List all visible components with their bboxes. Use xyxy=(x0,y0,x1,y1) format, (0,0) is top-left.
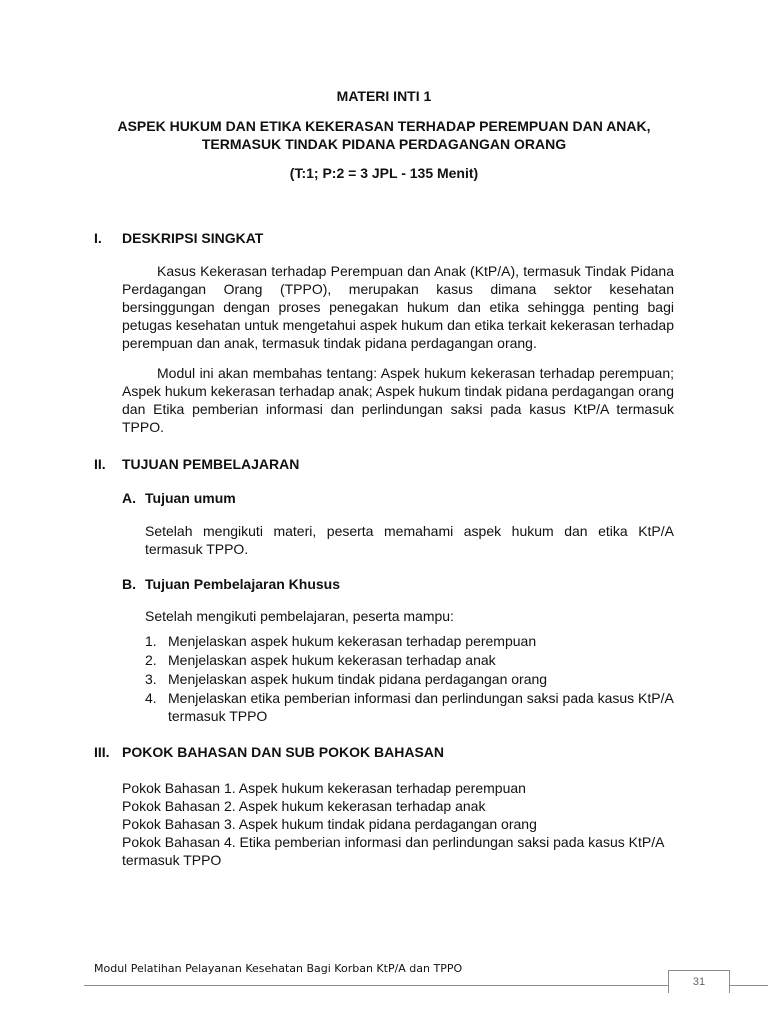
description-paragraph-1: Kasus Kekerasan terhadap Perempuan dan Anak (KtP/A), termasuk Tindak Pidana Perdagangan Orang (TPPO), merupakan kasus dimana sektor kesehatan bersinggungan dengan proses penegakan hukum dan etika sehingga penting bagi petugas kesehatan untuk mengetahui aspek hukum dan etika terkait kekerasan terhadap perempuan dan anak, termasuk tindak pidana perdagangan orang. xyxy=(122,263,674,351)
pokok-bahasan-item: Pokok Bahasan 3. Aspek hukum tindak pidana perdagangan orang xyxy=(122,816,537,832)
list-item-text: Menjelaskan aspek hukum kekerasan terhadap anak xyxy=(168,652,496,668)
section-heading-pokok-bahasan xyxy=(94,743,444,761)
section-title: DESKRIPSI SINGKAT xyxy=(122,230,264,246)
subsection-heading-tujuan-umum xyxy=(122,489,236,507)
subsection-title: Tujuan umum xyxy=(145,490,236,506)
footer-divider xyxy=(84,985,668,986)
time-allocation: (T:1; P:2 = 3 JPL - 135 Menit) xyxy=(289,165,479,181)
pokok-bahasan-item: Pokok Bahasan 4. Etika pemberian informasi dan perlindungan saksi pada kasus KtP/A termasuk TPPO xyxy=(122,834,664,868)
title-line-2: TERMASUK TINDAK PIDANA PERDAGANGAN ORANG xyxy=(201,136,567,152)
list-item-number: 3. xyxy=(145,671,157,687)
list-item-text: Menjelaskan etika pemberian informasi dan perlindungan saksi pada kasus KtP/A termasuk TPPO xyxy=(168,690,674,724)
page-number: 31 xyxy=(668,970,730,993)
tujuan-umum-text: Setelah mengikuti materi, peserta memahami aspek hukum dan etika KtP/A termasuk TPPO. xyxy=(145,523,674,557)
pokok-bahasan-list xyxy=(122,779,674,869)
section-number: I. xyxy=(94,230,102,246)
list-item xyxy=(145,689,674,725)
subsection-letter: B. xyxy=(122,576,136,592)
list-item xyxy=(145,632,674,650)
tujuan-khusus-intro: Setelah mengikuti pembelajaran, peserta mampu: xyxy=(145,608,454,624)
section-heading-tujuan xyxy=(94,455,299,473)
section-number: III. xyxy=(94,744,110,760)
list-item xyxy=(145,651,674,669)
list-item-number: 1. xyxy=(145,633,157,649)
list-item-number: 4. xyxy=(145,690,157,706)
document-title xyxy=(0,117,768,153)
tujuan-khusus-list xyxy=(145,632,674,726)
list-item-number: 2. xyxy=(145,652,157,668)
section-title: TUJUAN PEMBELAJARAN xyxy=(122,456,300,472)
materi-heading: MATERI INTI 1 xyxy=(336,88,432,104)
list-item-text: Menjelaskan aspek hukum kekerasan terhadap perempuan xyxy=(168,633,537,649)
section-title: POKOK BAHASAN DAN SUB POKOK BAHASAN xyxy=(122,744,445,760)
subsection-title: Tujuan Pembelajaran Khusus xyxy=(145,576,341,592)
section-number: II. xyxy=(94,456,106,472)
list-item-text: Menjelaskan aspek hukum tindak pidana perdagangan orang xyxy=(168,671,548,687)
footer-divider-right xyxy=(728,985,768,986)
description-paragraph-2: Modul ini akan membahas tentang: Aspek hukum kekerasan terhadap perempuan; Aspek hukum kekerasan terhadap anak; Aspek hukum tindak pidana perdagangan orang dan Etika pemberian informasi dan perlindungan saksi pada kasus KtP/A termasuk TPPO. xyxy=(122,365,674,435)
pokok-bahasan-item: Pokok Bahasan 2. Aspek hukum kekerasan terhadap anak xyxy=(122,798,486,814)
pokok-bahasan-item: Pokok Bahasan 1. Aspek hukum kekerasan terhadap perempuan xyxy=(122,780,526,796)
title-line-1: ASPEK HUKUM DAN ETIKA KEKERASAN TERHADAP PEREMPUAN DAN ANAK, xyxy=(117,118,651,134)
subsection-heading-tujuan-khusus xyxy=(122,575,340,593)
section-heading-deskripsi xyxy=(94,229,263,247)
list-item xyxy=(145,670,674,688)
subsection-letter: A. xyxy=(122,490,136,506)
footer-module-title: Modul Pelatihan Pelayanan Kesehatan Bagi Korban KtP/A dan TPPO xyxy=(94,962,463,975)
